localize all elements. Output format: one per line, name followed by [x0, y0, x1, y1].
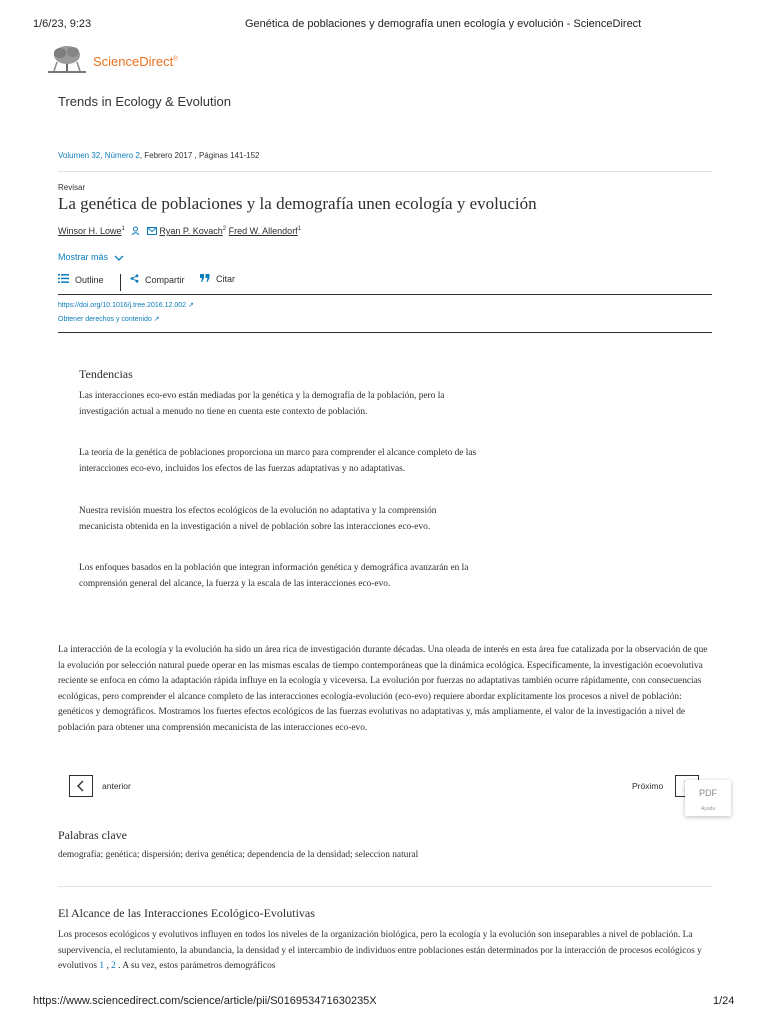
toolbar-separator — [120, 274, 121, 291]
journal-name[interactable]: Trends in Ecology & Evolution — [58, 94, 231, 109]
abstract-paragraph: La interacción de la ecología y la evolución ha sido un área rica de investigación durante décadas. Una oleada de interés en esta área fue catalizada por la observación de que la evolución por selección natural puede operar en las mismas escalas de tiempo contemporáneas que la dinámica ecológica. Específicamente, la investigación ecoevolutiva reciente se enfoca en cómo la adaptación rápida influye en la ecología y viceversa. La evolución por fuerzas no adaptativas también ocurre rápidamente, con consecuencias ecológicas, pero comprender el alcance completo de las interacciones ecología-evolución (eco-evo) requiere abordar explícitamente los procesos a nivel de población: genéticos y demográficos. Mostramos los fuertes efectos ecológicos de las fuerzas evolutivas no adaptativas y, más ampliamente, el valor de la investigación a nivel de población para obtener una comprensión mecanicista de las interacciones eco-evo. — [58, 645, 708, 733]
trend-paragraph: Las interacciones eco-evo están mediadas por la genética y la demografía de la población, pero la investigación actual a menudo no tiene en cuenta este contexto de población. — [79, 391, 445, 417]
pdf-widget[interactable] — [685, 780, 731, 816]
volume-info — [58, 151, 259, 160]
section-paragraph — [58, 928, 712, 975]
author-sup: 1 — [121, 226, 125, 232]
sciencedirect-brand[interactable] — [93, 54, 178, 69]
cite-button[interactable] — [200, 274, 235, 284]
author-list — [58, 226, 301, 237]
keywords-text: demografía; genética; dispersión; deriva genética; dependencia de la densidad; seleccion natural — [58, 850, 419, 860]
divider — [58, 332, 712, 333]
mail-icon[interactable] — [147, 227, 157, 237]
next-label[interactable]: Próximo — [632, 781, 664, 791]
chevron-left-icon — [77, 780, 85, 792]
share-label: Compartir — [145, 274, 185, 285]
share-button[interactable] — [130, 274, 185, 285]
author-link[interactable]: Fred W. Allendorf — [228, 226, 298, 236]
issue-link[interactable]: Volumen 32, Número 2 — [58, 151, 140, 160]
author-link[interactable]: Winsor H. Lowe — [58, 226, 122, 236]
outline-button[interactable] — [58, 274, 104, 285]
section-text: Los procesos ecológicos y evolutivos influyen en todos los niveles de la organización biológica, pero la ecología y la evolución son inseparables a nivel de población. La supervivencia, el reclutamiento, la abundancia, la densidad y el intercambio de individuos entre poblaciones están determinados por la interacción de procesos ecológicos y evolutivos — [58, 930, 702, 972]
print-url: https://www.sciencedirect.com/science/article/pii/S016953471630235X — [33, 995, 377, 1007]
author-sup: 2 — [222, 226, 227, 232]
outline-label: Outline — [75, 274, 104, 285]
person-icon[interactable] — [131, 226, 140, 237]
quote-icon — [200, 274, 210, 284]
rights-link[interactable]: Obtener derechos y contenido ↗ — [58, 316, 160, 323]
keywords-heading: Palabras clave — [58, 828, 127, 842]
article-type: Revisar — [58, 183, 86, 192]
article-title: La genética de poblaciones y la demografía unen ecología y evolución — [58, 194, 537, 213]
divider — [58, 294, 712, 295]
reference-separator: , — [104, 961, 112, 972]
trend-paragraph: La teoría de la genética de poblaciones proporciona un marco para comprender el alcance completo de las interacciones eco-evo, incluidos los efectos de las fuerzas adaptativas y no adaptativas. — [79, 448, 477, 474]
elsevier-tree-logo[interactable] — [48, 44, 86, 74]
print-page-number: 1/24 — [713, 995, 735, 1007]
volume-details: , Febrero 2017 , Páginas 141-152 — [139, 151, 260, 160]
reference-link[interactable]: 1 — [99, 961, 105, 972]
divider — [58, 886, 712, 887]
show-more-button[interactable] — [58, 252, 124, 263]
author-link[interactable]: Ryan P. Kovach — [159, 226, 223, 236]
divider — [58, 171, 712, 172]
trend-paragraph: Nuestra revisión muestra los efectos ecológicos de la evolución no adaptativa y la comprensión mecanicista obtenida en la investigación a nivel de población sobre las interacciones eco-evo. — [79, 506, 437, 532]
list-icon — [58, 274, 69, 285]
print-datetime: 1/6/23, 9:23 — [33, 18, 92, 30]
show-more-label: Mostrar más — [58, 252, 109, 262]
previous-label[interactable]: anterior — [102, 781, 131, 791]
share-icon — [130, 274, 139, 285]
reference-link[interactable]: 2 — [111, 961, 116, 972]
previous-button[interactable] — [69, 775, 93, 797]
brand-trademark: ® — [173, 56, 178, 63]
trends-heading: Tendencias — [79, 367, 133, 381]
pdf-label: PDF — [699, 788, 717, 798]
help-label[interactable]: Ayuda — [700, 806, 716, 812]
brand-name: ScienceDirect — [93, 54, 174, 69]
doi-link[interactable]: https://doi.org/10.1016/j.tree.2016.12.002 ↗ — [58, 302, 194, 309]
trend-paragraph: Los enfoques basados en la población que integran información genética y demográfica avanzarán en la comprensión general del alcance, la fuerza y la escala de las interacciones eco-evo. — [79, 563, 469, 589]
print-page-title: Genética de poblaciones y demografía unen ecología y evolución - ScienceDirect — [245, 18, 642, 30]
chevron-down-icon — [114, 253, 124, 263]
author-sup: 1 — [297, 226, 302, 232]
section-text: . A su vez, estos parámetros demográficos — [115, 961, 276, 972]
cite-label: Citar — [216, 274, 236, 284]
section-heading: El Alcance de las Interacciones Ecológico-Evolutivas — [58, 906, 315, 920]
